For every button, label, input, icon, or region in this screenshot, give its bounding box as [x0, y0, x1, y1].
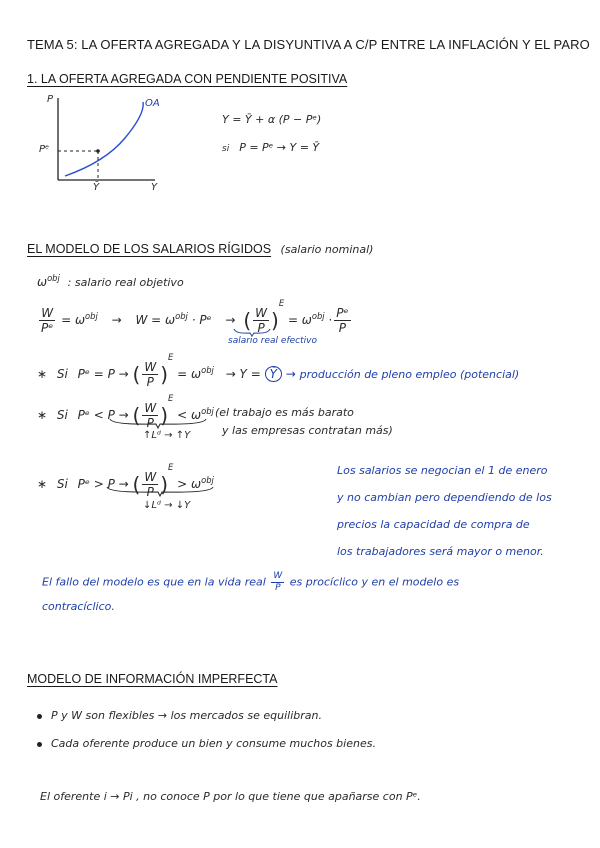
ybar-circle: Ȳ — [265, 366, 282, 382]
graph-x-label: Y — [151, 182, 158, 193]
w-over-p: $\frac{W}{P}$ — [255, 306, 267, 335]
fallo-a: El fallo del modelo es que en la vida real — [42, 575, 266, 589]
case2-note-2: y las empresas contratan más) — [222, 424, 393, 437]
case2-e: E — [168, 393, 174, 403]
si-word: si — [222, 144, 230, 154]
obj-sup-3: obj — [175, 311, 188, 321]
oa-condition — [222, 141, 319, 154]
blue-note-1: Los salarios se negocian el 1 de enero — [337, 464, 548, 477]
oa-equation: Y = Ȳ + α (P − Pᵉ) — [222, 113, 322, 126]
fallo-line-1 — [42, 572, 459, 593]
case-2: ∗ Si Pᵉ < P → ( $\frac{W}{P}$ )$^E < \omega^{obj}$ — [37, 393, 214, 430]
fallo-line-2: contracíclico. — [42, 600, 115, 613]
case1-e: E — [168, 352, 174, 362]
arrow-2: → — [225, 313, 236, 327]
obj-sup: obj — [47, 273, 60, 283]
case3-eq: > ω — [177, 477, 202, 491]
fallo-frac: $\frac{W}{P}$ — [273, 571, 283, 593]
eq-mid: = ω — [61, 313, 85, 327]
salarios-heading-text: EL MODELO DE LOS SALARIOS RÍGIDOS — [27, 242, 272, 256]
star-1: ∗ — [37, 367, 48, 381]
fallo-b: es procíclico y en el modelo es — [289, 575, 460, 589]
wage-equation: $\frac{W}{\text{Pᵉ}}$ = $\omega^{obj} \to W = \omega^{obj}$ · Pᵉ → ( $\frac{W}{P}$ )$^E = \omega^{obj}$ · $\frac{\text{Pᵉ}}{P}$ — [41, 298, 349, 335]
case1-note: producción de pleno empleo (potencial) — [299, 368, 520, 381]
eq-w-tail: · Pᵉ — [191, 313, 212, 327]
si-1: Si — [56, 367, 68, 381]
case3-obj: obj — [201, 475, 214, 485]
si-2: Si — [56, 408, 68, 422]
eq-rhs: = ω — [287, 313, 312, 327]
star-2: ∗ — [37, 408, 48, 422]
oa-condition-eq: P = Pᵉ → Y = Ȳ — [239, 141, 320, 154]
salarios-heading-note: (salario nominal) — [280, 243, 374, 256]
case-1: ∗ Si Pᵉ = P → ( $\frac{W}{P}$ )$^E = \omega^{obj} \to Y$ = Ȳ → producción de pleno empleo (potencial) — [37, 352, 520, 389]
section-heading-salarios — [27, 242, 373, 256]
case3-frac: $\frac{W}{P}$ — [144, 470, 157, 499]
case2-under: ↑Lᵈ → ↑Y — [143, 430, 191, 441]
w-over-pe: $\frac{W}{\text{Pᵉ}}$ — [41, 306, 54, 335]
case-3: ∗ Si Pᵉ > P → ( $\frac{W}{P}$ )$^E > \omega^{obj}$ — [37, 462, 214, 499]
obj-sup-4: obj — [311, 311, 325, 321]
underbrace-2 — [108, 417, 208, 429]
case2-cond: Pᵉ < P → — [77, 408, 129, 422]
e-sup: E — [278, 298, 285, 308]
wobj-definition — [37, 273, 184, 289]
case3-e: E — [168, 462, 174, 472]
blue-note-2: y no cambian pero dependiendo de los — [337, 491, 552, 504]
graph-y-label: P — [47, 94, 54, 105]
star-3: ∗ — [37, 477, 48, 491]
blue-note-4: los trabajadores será mayor o menor. — [337, 545, 544, 558]
section-heading-informacion: MODELO DE INFORMACIÓN IMPERFECTA — [27, 672, 278, 686]
case1-frac: $\frac{W}{P}$ — [144, 360, 157, 389]
blue-note-3: precios la capacidad de compra de — [337, 518, 530, 531]
arrow-1: → — [111, 313, 122, 327]
obj-sup-2: obj — [85, 311, 98, 321]
bullet-item-1 — [37, 709, 322, 722]
case1-y: → Y = — [225, 367, 261, 381]
bullet-dot-2 — [37, 742, 42, 747]
bullet-text-1: P y W son flexibles → los mercados se equilibran. — [51, 709, 322, 722]
case1-eq: = ω — [177, 367, 202, 381]
case2-obj: obj — [201, 406, 214, 416]
eq-w: W = ω — [135, 313, 176, 327]
case1-obj: obj — [201, 365, 214, 375]
section-heading-oferta: 1. LA OFERTA AGREGADA CON PENDIENTE POSITIVA — [27, 72, 348, 86]
salario-real-label: salario real efectivo — [228, 336, 317, 346]
underbrace-3 — [105, 485, 215, 497]
oferente-line: El oferente i → Pi , no conoce P por lo que tiene que apañarse con Pᵉ. — [40, 790, 421, 803]
oa-curve — [65, 102, 143, 176]
graph-ybar-label: Ȳ — [93, 182, 100, 193]
graph-pe-label: Pᵉ — [39, 144, 50, 155]
case1-cond: Pᵉ = P → — [77, 367, 129, 381]
omega-symbol: ω — [37, 275, 48, 289]
case3-cond: Pᵉ > P → — [77, 477, 129, 491]
bullet-dot-1 — [37, 714, 42, 719]
graph-curve-label: OA — [145, 98, 160, 109]
case3-under: ↓Lᵈ → ↓Y — [143, 500, 191, 511]
equilibrium-point — [96, 149, 100, 153]
page-title: TEMA 5: LA OFERTA AGREGADA Y LA DISYUNTIVA A C/P ENTRE LA INFLACIÓN Y EL PARO — [27, 37, 590, 52]
wobj-def-text: : salario real objetivo — [67, 276, 184, 289]
bullet-item-2 — [37, 737, 376, 750]
case2-frac: $\frac{W}{P}$ — [144, 401, 157, 430]
case2-eq: < ω — [177, 408, 202, 422]
pe-over-p: $\frac{\text{Pᵉ}}{P}$ — [336, 306, 349, 335]
underbrace-1 — [232, 327, 272, 337]
oa-graph — [35, 90, 195, 200]
bullet-text-2: Cada oferente produce un bien y consume muchos bienes. — [51, 737, 376, 750]
case2-note-1: (el trabajo es más barato — [215, 406, 354, 419]
si-3: Si — [56, 477, 68, 491]
